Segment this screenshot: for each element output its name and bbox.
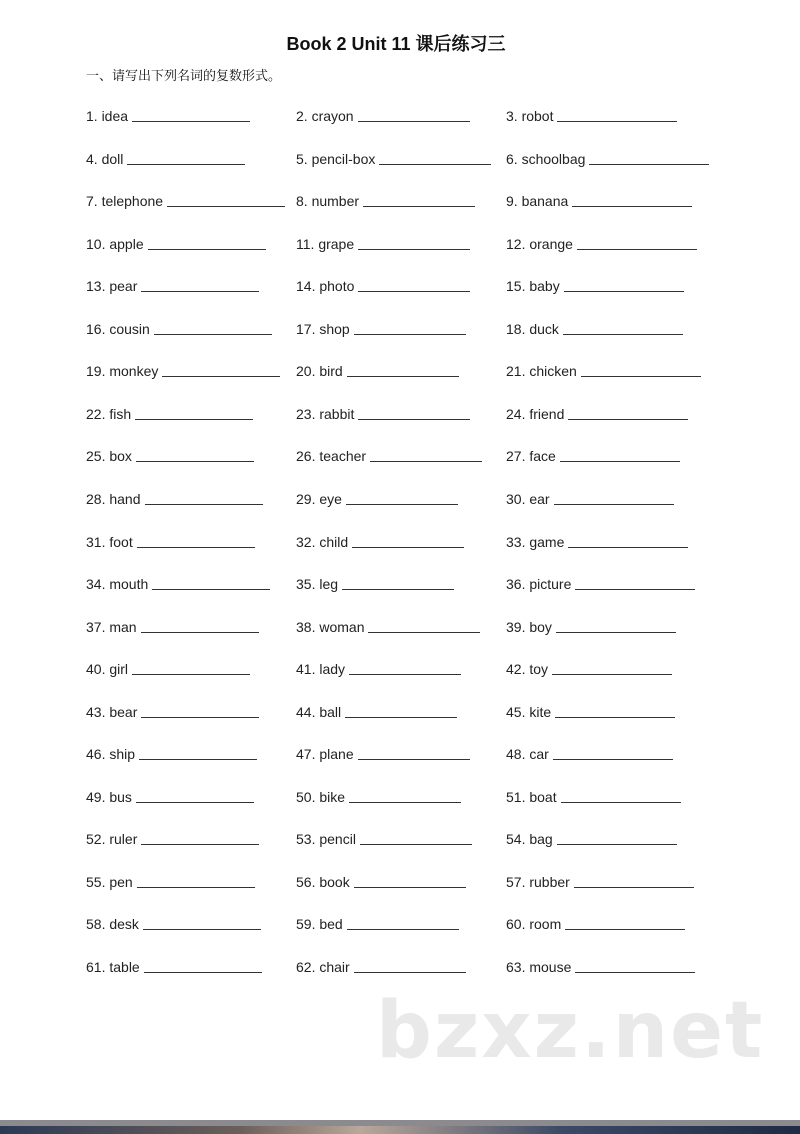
- exercise-item: [296, 789, 461, 805]
- exercise-word: 47. plane: [296, 746, 354, 763]
- answer-blank[interactable]: [167, 205, 285, 207]
- exercise-item: [86, 874, 255, 890]
- answer-blank[interactable]: [370, 460, 482, 462]
- answer-blank[interactable]: [345, 716, 457, 718]
- exercise-item: [506, 704, 675, 720]
- exercise-word: 12. orange: [506, 235, 573, 252]
- exercise-item: [86, 661, 250, 677]
- answer-blank[interactable]: [358, 120, 470, 122]
- answer-blank[interactable]: [141, 843, 259, 845]
- answer-blank[interactable]: [141, 716, 259, 718]
- exercise-item: [506, 406, 688, 422]
- exercise-word: 58. desk: [86, 916, 139, 933]
- answer-blank[interactable]: [568, 546, 688, 548]
- exercise-word: 10. apple: [86, 235, 144, 252]
- answer-blank[interactable]: [137, 886, 255, 888]
- answer-blank[interactable]: [143, 928, 261, 930]
- answer-blank[interactable]: [347, 928, 459, 930]
- exercise-word: 53. pencil: [296, 831, 356, 848]
- exercise-word: 45. kite: [506, 703, 552, 720]
- exercise-item: [86, 321, 272, 337]
- answer-blank[interactable]: [127, 163, 245, 165]
- answer-blank[interactable]: [349, 801, 461, 803]
- answer-blank[interactable]: [379, 163, 491, 165]
- answer-blank[interactable]: [574, 886, 694, 888]
- exercise-word: 40. girl: [86, 661, 129, 678]
- exercise-word: 35. leg: [296, 576, 339, 593]
- answer-blank[interactable]: [568, 418, 688, 420]
- answer-blank[interactable]: [137, 546, 255, 548]
- exercise-item: [506, 491, 674, 507]
- exercise-item: [296, 831, 472, 847]
- exercise-word: 17. shop: [296, 320, 350, 337]
- exercise-word: 56. book: [296, 873, 350, 890]
- exercise-word: 27. face: [506, 448, 556, 465]
- exercise-word: 52. ruler: [86, 831, 138, 848]
- answer-blank[interactable]: [132, 673, 250, 675]
- exercise-item: [296, 576, 454, 592]
- exercise-item: [86, 278, 259, 294]
- exercise-word: 24. friend: [506, 405, 565, 422]
- exercise-word: 46. ship: [86, 746, 136, 763]
- exercise-word: 7. telephone: [86, 193, 164, 210]
- exercise-item: [506, 321, 683, 337]
- exercise-item: [86, 959, 262, 975]
- exercise-word: 51. boat: [506, 788, 557, 805]
- exercise-word: 63. mouse: [506, 959, 572, 975]
- exercise-item: [506, 789, 681, 805]
- answer-blank[interactable]: [346, 503, 458, 505]
- exercise-word: 60. room: [506, 916, 562, 933]
- exercise-item: [506, 151, 709, 167]
- exercise-item: [296, 746, 470, 762]
- exercise-word: 32. child: [296, 533, 349, 550]
- answer-blank[interactable]: [358, 290, 470, 292]
- exercise-word: 16. cousin: [86, 320, 150, 337]
- exercise-item: [296, 916, 459, 932]
- exercise-word: 8. number: [296, 193, 360, 210]
- exercise-word: 1. idea: [86, 108, 129, 124]
- exercise-word: 43. bear: [86, 703, 138, 720]
- exercise-item: [86, 491, 263, 507]
- exercise-item: [296, 108, 470, 124]
- exercise-word: 25. box: [86, 448, 132, 465]
- exercise-word: 62. chair: [296, 959, 350, 975]
- exercise-item: [506, 108, 677, 124]
- answer-blank[interactable]: [162, 375, 280, 377]
- exercise-item: [506, 236, 697, 252]
- exercise-word: 54. bag: [506, 831, 553, 848]
- answer-blank[interactable]: [154, 333, 272, 335]
- exercise-word: 50. bike: [296, 788, 346, 805]
- answer-blank[interactable]: [152, 588, 270, 590]
- answer-blank[interactable]: [554, 503, 674, 505]
- exercise-item: [86, 831, 259, 847]
- answer-blank[interactable]: [575, 971, 695, 973]
- exercise-item: [506, 363, 701, 379]
- answer-blank[interactable]: [135, 418, 253, 420]
- exercise-word: 34. mouth: [86, 576, 149, 593]
- exercise-word: 26. teacher: [296, 448, 367, 465]
- exercise-item: [86, 576, 270, 592]
- exercise-word: 44. ball: [296, 703, 342, 720]
- answer-blank[interactable]: [581, 375, 701, 377]
- answer-blank[interactable]: [342, 588, 454, 590]
- answer-blank[interactable]: [141, 631, 259, 633]
- exercise-item: [506, 831, 677, 847]
- exercise-word: 15. baby: [506, 278, 560, 295]
- answer-blank[interactable]: [561, 801, 681, 803]
- answer-blank[interactable]: [141, 290, 259, 292]
- exercise-item: [86, 406, 253, 422]
- exercise-item: [86, 704, 259, 720]
- exercise-word: 19. monkey: [86, 363, 159, 380]
- answer-blank[interactable]: [352, 546, 464, 548]
- answer-blank[interactable]: [564, 290, 684, 292]
- exercise-item: [296, 363, 459, 379]
- page-title: Book 2 Unit 11 课后练习三: [286, 34, 506, 54]
- exercise-word: 23. rabbit: [296, 405, 355, 422]
- exercise-word: 61. table: [86, 959, 140, 975]
- answer-blank[interactable]: [557, 120, 677, 122]
- exercise-item: [296, 874, 466, 890]
- answer-blank[interactable]: [556, 631, 676, 633]
- answer-blank[interactable]: [358, 758, 470, 760]
- exercise-item: [506, 661, 672, 677]
- exercise-item: [86, 916, 261, 932]
- answer-blank[interactable]: [360, 843, 472, 845]
- exercise-item: [506, 916, 685, 932]
- exercise-word: 55. pen: [86, 873, 133, 890]
- exercise-item: [296, 619, 480, 635]
- exercise-word: 31. foot: [86, 533, 133, 550]
- exercise-item: [86, 789, 254, 805]
- answer-blank[interactable]: [358, 418, 470, 420]
- exercise-item: [86, 619, 259, 635]
- answer-blank[interactable]: [553, 758, 673, 760]
- exercise-item: [296, 321, 466, 337]
- exercise-item: [296, 151, 491, 167]
- exercise-word: 49. bus: [86, 788, 132, 805]
- exercise-item: [506, 619, 676, 635]
- answer-blank[interactable]: [132, 120, 250, 122]
- exercise-word: 36. picture: [506, 576, 572, 593]
- exercise-word: 28. hand: [86, 490, 141, 507]
- exercise-word: 18. duck: [506, 320, 559, 337]
- answer-blank[interactable]: [136, 460, 254, 462]
- exercise-word: 29. eye: [296, 490, 342, 507]
- answer-blank[interactable]: [145, 503, 263, 505]
- exercise-item: [296, 661, 461, 677]
- exercise-item: [296, 406, 470, 422]
- answer-blank[interactable]: [358, 248, 470, 250]
- answer-blank[interactable]: [557, 843, 677, 845]
- exercise-word: 22. fish: [86, 405, 132, 422]
- exercise-item: [86, 151, 245, 167]
- bottom-image-strip: [0, 1126, 800, 1134]
- answer-blank[interactable]: [563, 333, 683, 335]
- exercise-word: 38. woman: [296, 618, 365, 635]
- answer-blank[interactable]: [552, 673, 672, 675]
- exercise-item: [86, 193, 285, 209]
- exercise-word: 57. rubber: [506, 873, 570, 890]
- answer-blank[interactable]: [560, 460, 680, 462]
- answer-blank[interactable]: [354, 886, 466, 888]
- exercise-word: 42. toy: [506, 661, 549, 678]
- answer-blank[interactable]: [354, 333, 466, 335]
- exercise-item: [506, 278, 684, 294]
- exercise-item: [506, 576, 695, 592]
- exercise-word: 3. robot: [506, 108, 554, 124]
- answer-blank[interactable]: [368, 631, 480, 633]
- exercise-word: 48. car: [506, 746, 549, 763]
- exercise-item: [296, 491, 458, 507]
- answer-blank[interactable]: [349, 673, 461, 675]
- exercise-item: [506, 959, 695, 975]
- answer-blank[interactable]: [139, 758, 257, 760]
- exercise-item: [296, 959, 466, 975]
- answer-blank[interactable]: [589, 163, 709, 165]
- exercise-item: [296, 534, 464, 550]
- instruction-text: 一、请写出下列名词的复数形式。: [86, 68, 282, 83]
- exercise-item: [296, 448, 482, 464]
- exercise-item: [86, 108, 250, 124]
- exercise-item: [506, 193, 692, 209]
- exercise-item: [506, 874, 694, 890]
- answer-blank[interactable]: [363, 205, 475, 207]
- exercise-word: 20. bird: [296, 363, 343, 380]
- exercise-word: 9. banana: [506, 193, 569, 210]
- exercise-word: 4. doll: [86, 150, 124, 167]
- watermark: bzxz.net: [376, 986, 765, 1076]
- exercise-word: 6. schoolbag: [506, 150, 586, 167]
- exercise-item: [296, 193, 475, 209]
- answer-blank[interactable]: [555, 716, 675, 718]
- exercise-word: 14. photo: [296, 278, 355, 295]
- exercise-word: 37. man: [86, 618, 137, 635]
- answer-blank[interactable]: [354, 971, 466, 973]
- answer-blank[interactable]: [575, 588, 695, 590]
- exercise-item: [86, 363, 280, 379]
- answer-blank[interactable]: [148, 248, 266, 250]
- exercise-item: [296, 236, 470, 252]
- exercise-word: 39. boy: [506, 618, 552, 635]
- answer-blank[interactable]: [144, 971, 262, 973]
- exercise-item: [296, 704, 457, 720]
- answer-blank[interactable]: [565, 928, 685, 930]
- exercise-item: [86, 746, 257, 762]
- exercise-word: 30. ear: [506, 490, 550, 507]
- exercise-item: [506, 448, 680, 464]
- answer-blank[interactable]: [347, 375, 459, 377]
- exercise-word: 13. pear: [86, 278, 138, 295]
- exercise-word: 33. game: [506, 533, 565, 550]
- exercise-word: 5. pencil-box: [296, 150, 376, 167]
- exercise-word: 11. grape: [296, 235, 355, 252]
- answer-blank[interactable]: [136, 801, 254, 803]
- exercise-item: [506, 746, 673, 762]
- exercise-item: [296, 278, 470, 294]
- answer-blank[interactable]: [577, 248, 697, 250]
- exercise-word: 59. bed: [296, 916, 343, 933]
- exercise-item: [86, 236, 266, 252]
- exercise-word: 21. chicken: [506, 363, 577, 380]
- exercise-item: [86, 534, 255, 550]
- exercise-word: 41. lady: [296, 661, 346, 678]
- exercise-word: 2. crayon: [296, 108, 354, 124]
- exercise-item: [86, 448, 254, 464]
- exercise-item: [506, 534, 688, 550]
- answer-blank[interactable]: [572, 205, 692, 207]
